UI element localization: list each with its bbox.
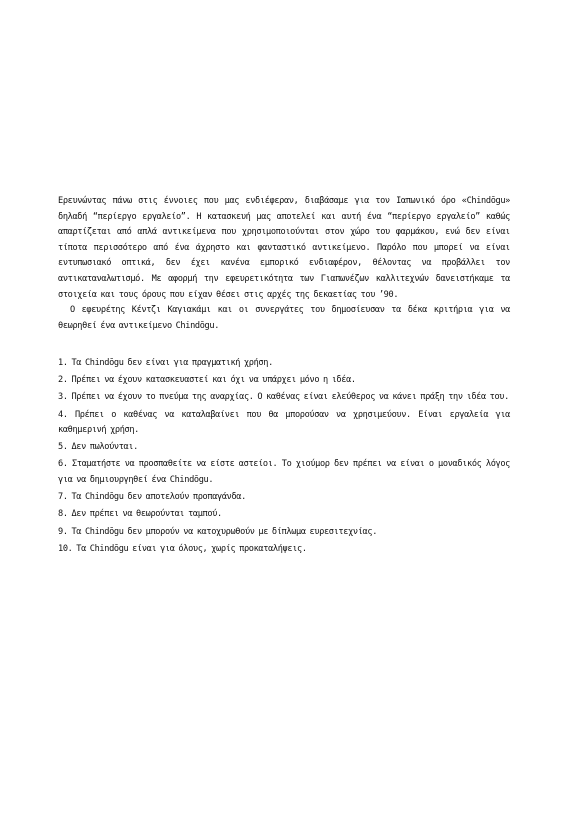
criteria-list xyxy=(58,356,510,557)
list-item: 5. Δεν πωλούνται. xyxy=(58,442,139,453)
document-page xyxy=(58,194,510,559)
list-item: 6. Σταματήστε να προσπαθείτε να είστε αστείοι. Το χιούμορ δεν πρέπει να είναι ο μοναδικός λόγος για να δημιουργηθεί ένα Chindōgu. xyxy=(58,459,510,486)
list-item: 7. Τα Chindōgu δεν αποτελούν προπαγάνδα. xyxy=(58,492,246,503)
criteria-intro-paragraph: Ο εφευρέτης Κέντζι Καγιακάμι και οι συνεργάτες του δημοσίευσαν τα δέκα κριτήρια για να θεωρηθεί ένα αντικείμενο Chindōgu. xyxy=(58,305,510,331)
list-item: 3. Πρέπει να έχουν το πνεύμα της αναρχίας. Ο καθένας είναι ελεύθερος να κάνει πράξη την ιδέα του. xyxy=(58,392,509,403)
list-item: 2. Πρέπει να έχουν κατασκευαστεί και όχι να υπάρχει μόνο η ιδέα. xyxy=(58,375,356,386)
list-item: 8. Δεν πρέπει να θεωρούνται ταμπού. xyxy=(58,509,222,520)
list-item: 10. Τα Chindōgu είναι για όλους, χωρίς προκαταλήψεις. xyxy=(58,543,307,554)
list-item: 1. Τα Chindōgu δεν είναι για πραγματική χρήση. xyxy=(58,357,273,368)
list-item: 4. Πρέπει ο καθένας να καταλαβαίνει που θα μπορούσαν να χρησιμεύουν. Είναι εργαλεία για καθημερινή χρήση. xyxy=(58,409,510,436)
list-item: 9. Τα Chindōgu δεν μπορούν να κατοχυρωθούν με δίπλωμα ευρεσιτεχνίας. xyxy=(58,526,378,537)
section-spacer xyxy=(58,334,510,350)
intro-paragraph: Ερευνώντας πάνω στις έννοιες που μας ενδιέφεραν, διαβάσαμε για τον Ιαπωνικό όρο «Chindōgu» δηλαδή “περίεργο εργαλείο”. Η κατασκευή μας αποτελεί και αυτή ένα “περίεργο εργαλείο” καθώς απαρτίζεται από απλά αντικείμενα που χρησιμοποιούνται στον χώρο του φαρμάκου, ενώ δεν είναι τίποτα περισσότερο από ένα άχρηστο και φανταστικό αντικείμενο. Παρόλο που μπορεί να είναι εντυπωσιακό οπτικά, δεν έχει κανένα εμπορικό ενδιαφέρον, θέλοντας να προβάλλει τον αντικαταναλωτισμό. Με αφορμή την εφευρετικότητα των Γιαπωνέζων καλλιτεχνών δανειστήκαμε τα στοιχεία και τους όρους που είχαν θέσει στις αρχές της δεκαετίας του ’90. xyxy=(58,196,510,300)
